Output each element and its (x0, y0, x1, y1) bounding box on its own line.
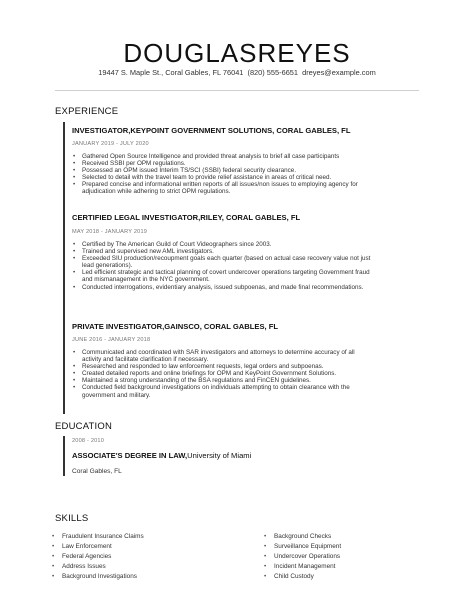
list-item: • Created detailed reports and online briefings for OPM and KeyPoint Government Solutions. (72, 370, 372, 377)
skill-item: • Surveillance Equipment (264, 542, 341, 552)
education-heading-line (72, 451, 251, 460)
last-name: REYES (257, 38, 351, 68)
skill-item: • Background Investigations (52, 572, 144, 582)
job-2-company: RILEY, CORAL GABLES, FL (200, 213, 301, 222)
list-item: • Trained and supervised new AML investigators. (72, 248, 372, 255)
skill-item: • Address Issues (52, 562, 144, 572)
list-item: • Maintained a strong understanding of the BSA regulations and FinCEN guidelines. (72, 377, 372, 384)
experience-heading: EXPERIENCE (55, 106, 119, 117)
job-3-heading (72, 322, 278, 331)
job-1-dates: JANUARY 2019 - JULY 2020 (72, 141, 149, 147)
list-item: • Exceeded SIU production/recoupment goals each quarter (based on actual case recovery value not just lead generations). (72, 255, 372, 269)
skill-item: • Background Checks (264, 532, 341, 542)
header-divider (55, 90, 419, 91)
skills-list-right (264, 532, 341, 582)
skill-item: • Child Custody (264, 572, 341, 582)
skills-heading: SKILLS (55, 513, 89, 524)
job-3-bullets (72, 349, 372, 399)
job-2-dates: MAY 2018 - JANUARY 2019 (72, 229, 148, 235)
job-3-dates: JUNE 2016 - JANUARY 2018 (72, 337, 151, 343)
skill-item: • Fraudulent Insurance Claims (52, 532, 144, 542)
contact-line (0, 68, 474, 77)
list-item: • Communicated and coordinated with SAR investigators and attorneys to determine accuracy of all activity and facilitate clarification if necessary. (72, 349, 372, 363)
candidate-name (0, 38, 474, 69)
skill-item: • Incident Management (264, 562, 341, 572)
list-item: • Researched and responded to law enforcement requests, legal orders and subpoenas. (72, 363, 372, 370)
job-3-company: GAINSCO, CORAL GABLES, FL (164, 322, 279, 331)
list-item: • Possessed an OPM issued Interim TS/SCI (SSBI) federal security clearance. (72, 167, 372, 174)
list-item: • Prepared concise and informational written reports of all issues/non issues to employing agency for adjudication while adhering to strict OPM regulations. (72, 181, 372, 195)
degree: ASSOCIATE'S DEGREE IN LAW, (72, 451, 188, 460)
job-1-title: INVESTIGATOR, (72, 126, 131, 135)
job-1-heading (72, 126, 350, 135)
job-1-bullets (72, 153, 372, 196)
education-heading: EDUCATION (55, 421, 113, 432)
skills-list-left (52, 532, 144, 582)
address: 19447 S. Maple St., Coral Gables, FL 76041 (98, 68, 244, 77)
education-timeline-bar (63, 436, 65, 476)
list-item: • Selected to detail with the travel team to provide relief assistance in areas of critical need. (72, 174, 372, 181)
job-2-title: CERTIFIED LEGAL INVESTIGATOR, (72, 213, 201, 222)
skill-item: • Undercover Operations (264, 552, 341, 562)
list-item: • Conducted interrogations, evidentiary analysis, issued subpoenas, and made final recommendations. (72, 284, 372, 291)
education-dates: 2008 - 2010 (72, 438, 105, 444)
phone: (820) 555-6651 (247, 68, 299, 77)
experience-timeline-bar (63, 122, 65, 414)
education-location: Coral Gables, FL (72, 468, 122, 475)
first-name: DOUGLAS (123, 38, 258, 68)
job-2-bullets (72, 241, 372, 291)
skill-item: • Federal Agencies (52, 552, 144, 562)
school: University of Miami (187, 451, 252, 460)
list-item: • Gathered Open Source Intelligence and provided threat analysis to brief all case participants (72, 153, 372, 160)
job-3-title: PRIVATE INVESTIGATOR, (72, 322, 165, 331)
email: dreyes@example.com (302, 68, 376, 77)
list-item: • Certified by The American Guild of Court Videographers since 2003. (72, 241, 372, 248)
skill-item: • Law Enforcement (52, 542, 144, 552)
job-1-company: KEYPOINT GOVERNMENT SOLUTIONS, CORAL GABLES, FL (130, 126, 351, 135)
list-item: • Conducted field background investigations on individuals attempting to obtain clearance with the government and military. (72, 384, 372, 398)
list-item: • Received SSBI per OPM regulations. (72, 160, 372, 167)
list-item: • Led efficient strategic and tactical planning of covert undercover operations targeting Government fraud and mismanagement in the NYC government. (72, 269, 372, 283)
job-2-heading (72, 213, 300, 222)
